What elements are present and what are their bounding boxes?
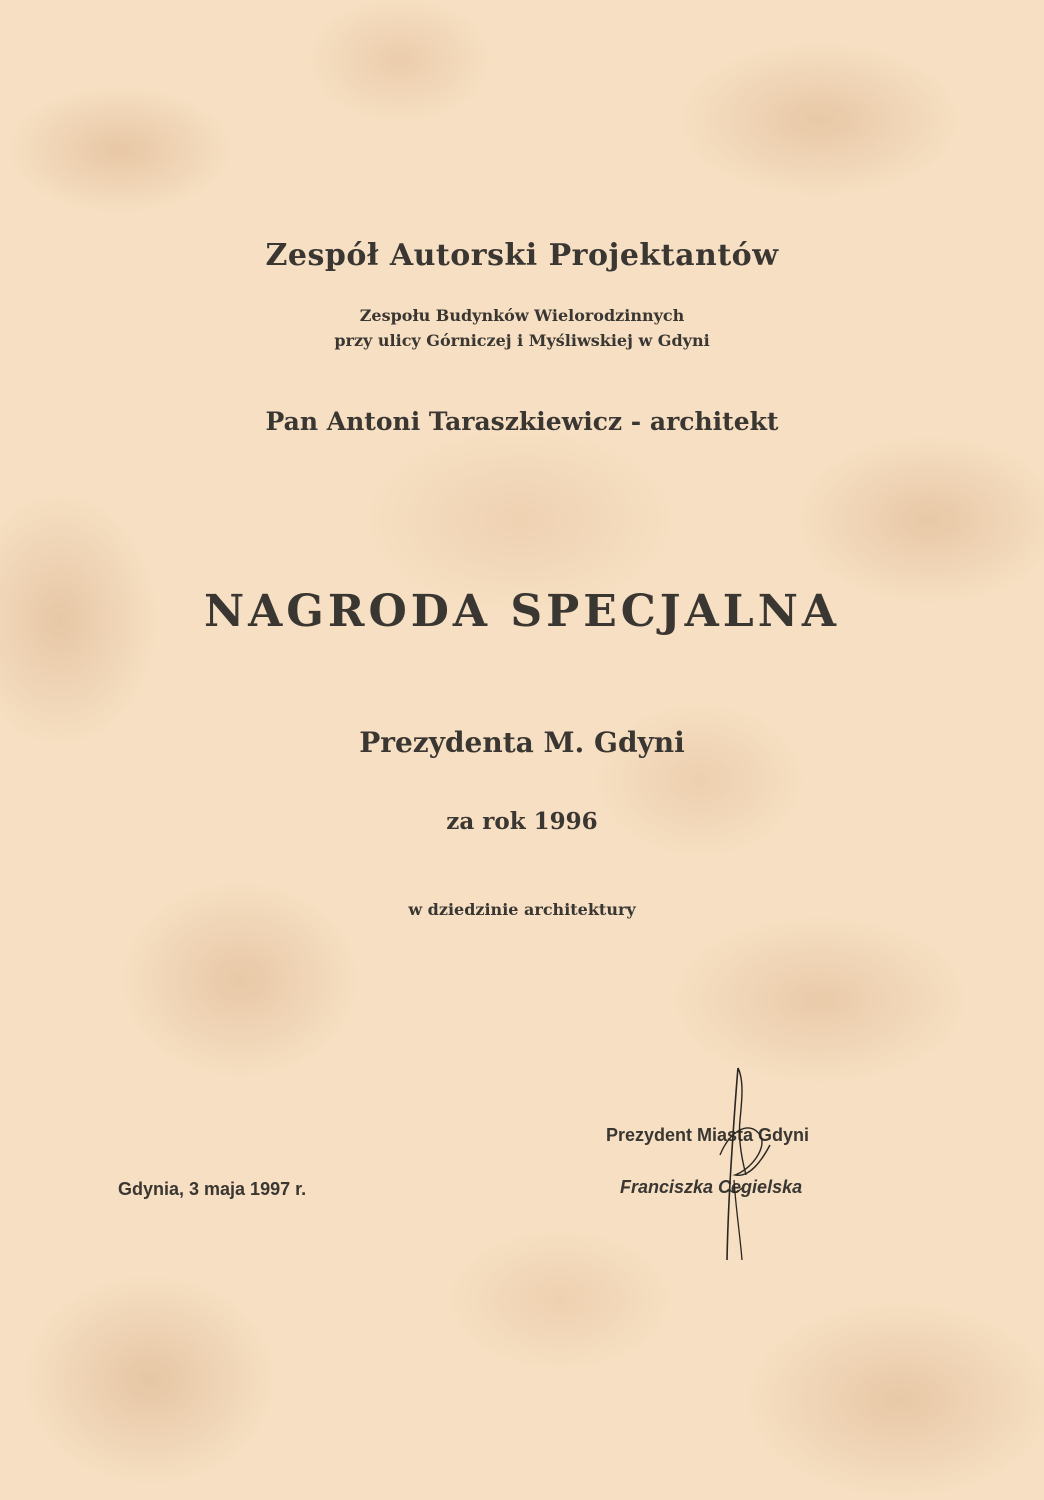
- award-grantor: Prezydenta M. Gdyni: [359, 726, 685, 759]
- signatory-office: Prezydent Miasta Gdyni: [606, 1125, 810, 1145]
- project-subtitle-line-2: przy ulicy Górniczej i Myśliwskiej w Gdyni: [334, 331, 710, 350]
- handwritten-signature-icon: [690, 1060, 800, 1270]
- award-field: w dziedzinie architektury: [408, 900, 636, 919]
- recipient-name: Pan Antoni Taraszkiewicz - architekt: [265, 407, 779, 436]
- certificate-title: Zespół Autorski Projektantów: [265, 238, 779, 273]
- project-subtitle-line-1: Zespołu Budynków Wielorodzinnych: [359, 306, 685, 325]
- award-year: za rok 1996: [446, 808, 598, 835]
- signatory-name: Franciszka Cegielska: [620, 1177, 803, 1197]
- award-name: NAGRODA SPECJALNA: [203, 586, 841, 637]
- place-and-date: Gdynia, 3 maja 1997 r.: [118, 1179, 307, 1199]
